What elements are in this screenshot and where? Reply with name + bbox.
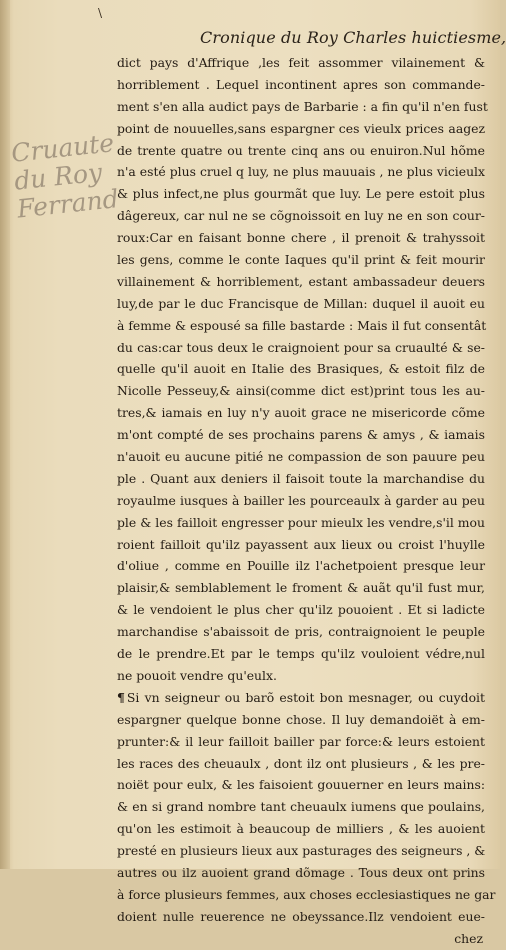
text-line: de le prendre.Et par le temps qu'ilz vouloient védre,nul [117, 646, 485, 662]
text-line: & le vendoient le plus cher qu'ilz pouoient . Et si ladicte [117, 602, 485, 618]
text-line: à force plusieurs femmes, aux choses ecclesiastiques ne gar [117, 886, 496, 902]
text-line: presté en plusieurs lieux aux pasturages des seigneurs , & [117, 843, 486, 859]
marginal-note-line: Cruaute [9, 128, 116, 168]
text-line: roient failloit qu'ilz payassent aux lieux ou croist l'huylle [117, 536, 485, 552]
text-line: qu'on les estimoit à beaucoup de milliers , & les auoient [117, 821, 485, 837]
text-line: luy,de par le duc Francisque de Millan: duquel il auoit eu [117, 295, 485, 311]
text-line: quelle qu'il auoit en Italie des Brasiques, & estoit filz de [117, 361, 485, 377]
text-body [117, 52, 496, 950]
text-line: ple . Quant aux deniers il faisoit toute la marchandise du [117, 470, 485, 486]
marginal-note [10, 129, 126, 224]
corner-mark: \ [98, 6, 103, 20]
text-line: m'ont compté de ses prochains parens & amys , & iamais [117, 427, 485, 443]
text-line: ple & les failloit engresser pour mieulx les vendre,s'il mou [117, 514, 485, 530]
text-line: à femme & espousé sa fille bastarde : Mais il fut consentât [117, 317, 487, 333]
text-line: dict pays d'Affrique ,les feit assommer vilainement & [117, 55, 485, 70]
marginal-note-line: du Roy [12, 157, 104, 196]
text-line: espargner quelque bonne chose. Il luy demandoiët à em- [117, 711, 485, 727]
running-head: Cronique du Roy Charles huictiesme, [200, 28, 506, 47]
marginal-note-line: Ferrand [15, 184, 120, 224]
text-line: les gens, comme le conte Iaques qu'il print & feit mourir [117, 252, 485, 268]
text-line: n'a esté plus cruel q luy, ne plus mauuais , ne plus vicieulx [117, 164, 485, 180]
text-line: Nicolle Pesseuy,& ainsi(comme dict est)print tous les au- [117, 383, 485, 399]
text-line: autres ou ilz auoient grand dõmage . Tous deux ont prins [117, 864, 485, 880]
text-line: d'oliue , comme en Pouille ilz l'achetpoient presque leur [117, 558, 485, 574]
text-line: plaisir,& semblablement le froment & auãt qu'il fust mur, [117, 580, 485, 596]
text-line: doient nulle reuerence ne obeyssance.Ilz vendoient eue- [117, 908, 485, 924]
text-line: prunter:& il leur failloit bailler par force:& leurs estoient [117, 733, 485, 749]
text-line: tres,& iamais en luy n'y auoit grace ne misericorde cõme [117, 405, 485, 421]
text-line: de trente quatre ou trente cinq ans ou enuiron.Nul hõme [117, 142, 485, 158]
text-line: dâgereux, car nul ne se cõgnoissoit en luy ne en son cour- [117, 208, 485, 224]
text-line-paragraph-start [117, 687, 485, 709]
text-line: point de nouuelles,sans espargner ces vieulx prices aagez [117, 120, 485, 136]
text-line: marchandise s'abaissoit de pris, contraignoient le peuple [117, 624, 485, 640]
text-line: & en si grand nombre tant cheuaulx iumens que poulains, [117, 799, 485, 815]
text-line: ne pouoit vendre qu'eulx. [117, 667, 277, 683]
binding-gutter [0, 0, 10, 869]
text-line-content: Si vn seigneur ou barõ estoit bon mesnager, ou cuydoit [126, 689, 485, 705]
catchword: chez [454, 930, 483, 946]
text-line: horriblement . Lequel incontinent apres son commande- [117, 76, 485, 92]
text-line: ment s'en alla audict pays de Barbarie : a fin qu'il n'en fust [117, 98, 488, 114]
text-line: du cas:car tous deux le craignoient pour sa cruaulté & se- [117, 339, 485, 355]
text-line: noiët pour eulx, & les faisoient gouuerner en leurs mains: [117, 777, 485, 793]
text-line: royaulme iusques à bailler les pourceaulx à garder au peu [117, 492, 485, 508]
text-line: roux:Car en faisant bonne chere , il prenoit & trahyssoit [117, 230, 485, 246]
text-line: les races des cheuaulx , dont ilz ont plusieurs , & les pre- [117, 755, 485, 771]
text-line: & plus infect,ne plus gourmãt que luy. Le pere estoit plus [117, 186, 485, 202]
paragraph-mark: ¶ [117, 689, 125, 705]
text-line: villainement & horriblement, estant ambassadeur deuers [117, 273, 485, 289]
text-line: n'auoit eu aucune pitié ne compassion de son pauure peu [117, 449, 485, 465]
